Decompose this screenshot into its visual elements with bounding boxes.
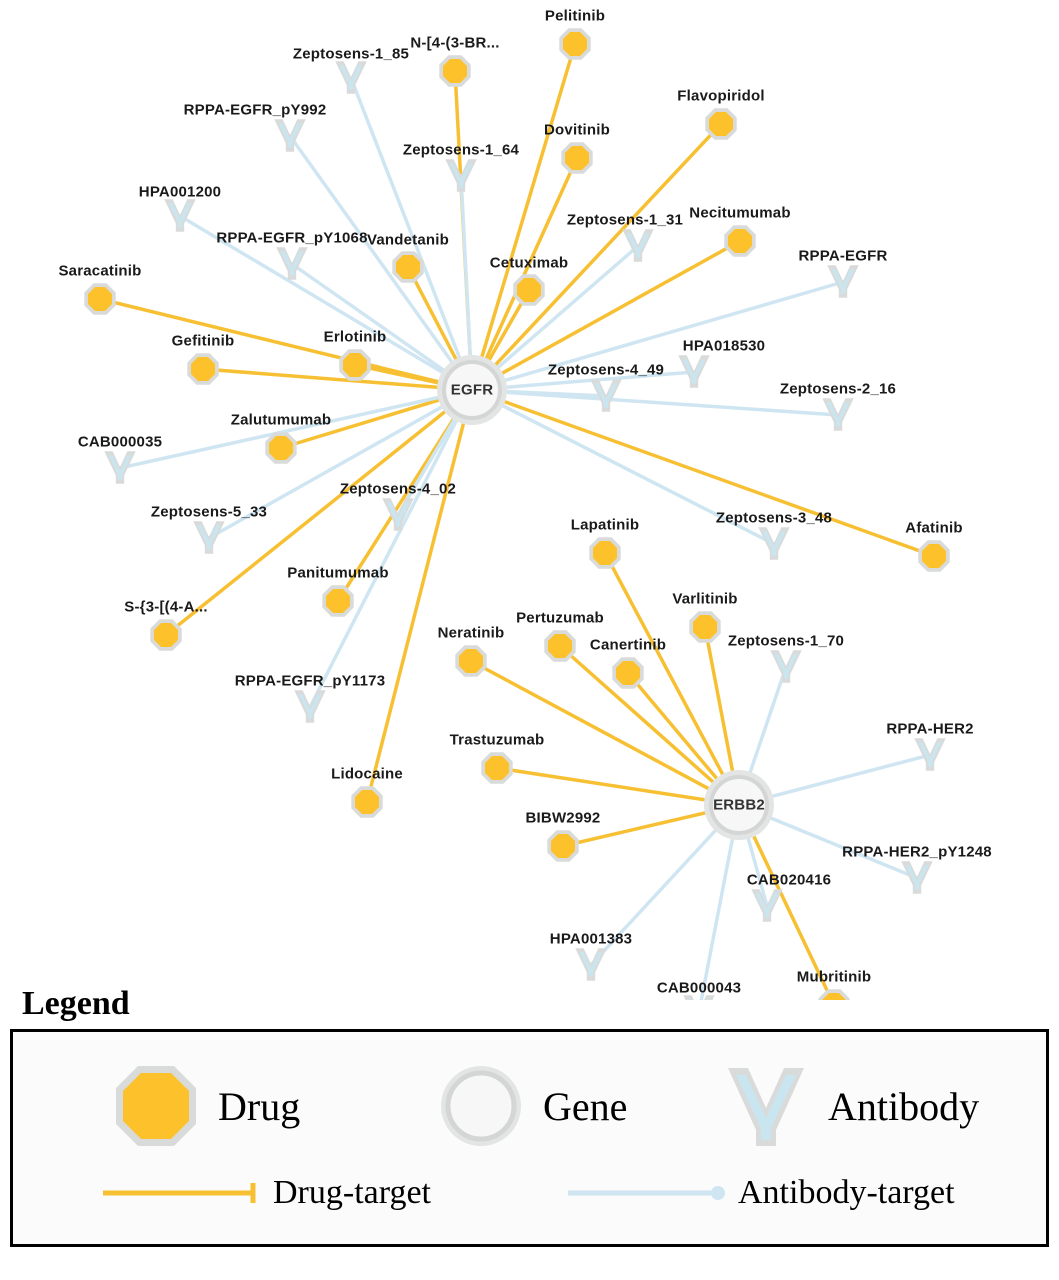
antibody-node[interactable] [335, 61, 367, 94]
edge-antibody-target [351, 78, 461, 362]
drug-node[interactable] [918, 540, 949, 571]
drug-node-label: Gefitinib [171, 332, 235, 350]
antibody-node-label: HPA001200 [138, 183, 222, 201]
legend-item-antibody [718, 1058, 979, 1154]
drug-icon [108, 1058, 204, 1154]
antibody-node[interactable] [164, 199, 196, 232]
legend-edge-drug-target [103, 1174, 431, 1212]
drug-node-label: Varlitinib [672, 590, 738, 608]
drug-node-label: Neratinib [437, 624, 505, 642]
legend [0, 985, 1059, 1247]
gene-node-label: ERBB2 [713, 796, 765, 814]
antibody-node-label: RPPA-EGFR [798, 247, 888, 265]
drug-node[interactable] [689, 611, 720, 642]
drug-node[interactable] [724, 225, 755, 256]
drug-node-label: Lidocaine [331, 765, 403, 783]
antibody-node[interactable] [770, 650, 802, 683]
drug-node-label: Erlotinib [323, 328, 387, 346]
antibody-node-label: RPPA-EGFR_pY1068 [216, 229, 368, 247]
drug-node[interactable] [705, 108, 736, 139]
drug-node[interactable] [612, 657, 643, 688]
drug-node[interactable] [339, 349, 370, 380]
antibody-node[interactable] [274, 119, 306, 152]
drug-node-label: S-{3-[(4-A... [124, 598, 208, 616]
drug-node-label: Panitumumab [287, 564, 389, 582]
gene-icon [433, 1058, 529, 1154]
legend-title: Legend [22, 985, 130, 1022]
drug-node-label: Flavopiridol [677, 87, 765, 105]
antibody-node-label: Zeptosens-1_85 [292, 45, 410, 63]
drug-node[interactable] [544, 630, 575, 661]
drug-node-label: Afatinib [905, 519, 963, 537]
antibody-node-label: RPPA-HER2_pY1248 [842, 843, 992, 861]
antibody-node-label: HPA018530 [682, 337, 766, 355]
drug-node-label: Dovitinib [544, 121, 610, 139]
antibody-node[interactable] [914, 738, 946, 771]
drug-node[interactable] [561, 142, 592, 173]
antibody-node[interactable] [193, 521, 225, 554]
edge-drug-target [628, 673, 720, 782]
antibody-node-label: RPPA-HER2 [886, 720, 974, 738]
edge-antibody-target [699, 834, 733, 1000]
antibody-node[interactable] [758, 527, 790, 560]
antibody-target-edge-icon [568, 1178, 728, 1208]
antibody-node-label: Zeptosens-4_02 [339, 480, 457, 498]
drug-node-label: Canertinib [589, 636, 667, 654]
legend-label-drug-target: Drug-target [273, 1174, 431, 1211]
antibody-node-label: Zeptosens-2_16 [779, 380, 897, 398]
drug-node-label: Pelitinib [544, 7, 606, 25]
legend-box [10, 1029, 1049, 1247]
drug-node[interactable] [455, 645, 486, 676]
drug-node[interactable] [265, 432, 296, 463]
drug-target-edge-icon [103, 1178, 263, 1208]
drug-node[interactable] [589, 537, 620, 568]
antibody-node-label: Zeptosens-1_64 [402, 141, 520, 159]
drug-node[interactable] [559, 28, 590, 59]
edge-antibody-target [749, 667, 786, 777]
drug-node[interactable] [392, 251, 423, 282]
antibody-node[interactable] [104, 451, 136, 484]
legend-label-drug: Drug [218, 1083, 301, 1129]
drug-node-label: Necitumumab [689, 204, 791, 222]
edge-antibody-target [461, 176, 470, 360]
drug-node-label: Zalutumumab [230, 411, 332, 429]
drug-node[interactable] [351, 786, 382, 817]
drug-node[interactable] [84, 283, 115, 314]
antibody-node[interactable] [901, 861, 933, 894]
antibody-node-label: CAB000043 [656, 979, 742, 997]
edge-antibody-target [768, 755, 930, 797]
drug-node-label: N-[4-(3-BR... [410, 34, 500, 52]
drug-node-label: Mubritinib [796, 968, 872, 986]
antibody-node[interactable] [294, 690, 326, 723]
edge-antibody-target [292, 264, 447, 373]
legend-item-gene [433, 1058, 627, 1154]
edge-drug-target [493, 121, 721, 368]
drug-node-label: BIBW2992 [525, 809, 601, 827]
antibody-node-label: RPPA-EGFR_pY992 [183, 101, 327, 119]
antibody-node[interactable] [827, 265, 859, 298]
antibody-icon [718, 1058, 814, 1154]
drug-node-label: Trastuzumab [449, 731, 545, 749]
legend-label-gene: Gene [543, 1083, 628, 1129]
legend-item-drug [108, 1058, 300, 1154]
drug-node-label: Lapatinib [570, 516, 640, 534]
antibody-node-label: Zeptosens-1_31 [566, 211, 684, 229]
drug-node[interactable] [547, 830, 578, 861]
legend-label-antibody-target: Antibody-target [738, 1174, 955, 1211]
drug-node[interactable] [150, 619, 181, 650]
antibody-node-label: Zeptosens-3_48 [715, 509, 833, 527]
drug-node-label: Saracatinib [58, 262, 142, 280]
antibody-node-label: HPA001383 [549, 930, 633, 948]
antibody-node[interactable] [751, 889, 783, 922]
antibody-node-label: Zeptosens-1_70 [727, 632, 845, 650]
drug-node-label: Vandetanib [366, 231, 450, 249]
drug-node[interactable] [513, 274, 544, 305]
antibody-node-label: RPPA-EGFR_pY1173 [234, 672, 386, 690]
edge-drug-target [203, 369, 442, 388]
antibody-node[interactable] [575, 948, 607, 981]
antibody-node-label: CAB020416 [746, 871, 832, 889]
gene-node-label: EGFR [450, 381, 494, 399]
legend-label-antibody: Antibody [828, 1083, 980, 1129]
antibody-node-label: CAB000035 [77, 433, 163, 451]
antibody-node-label: Zeptosens-5_33 [150, 503, 268, 521]
drug-node-label: Cetuximab [489, 254, 569, 272]
antibody-node-label: Zeptosens-4_49 [547, 361, 665, 379]
drug-node[interactable] [439, 55, 470, 86]
drug-node[interactable] [481, 752, 512, 783]
edge-drug-target [500, 400, 934, 556]
drug-node-label: Pertuzumab [516, 609, 604, 627]
drug-node[interactable] [322, 585, 353, 616]
drug-node[interactable] [187, 353, 218, 384]
legend-edge-antibody-target [568, 1174, 955, 1212]
